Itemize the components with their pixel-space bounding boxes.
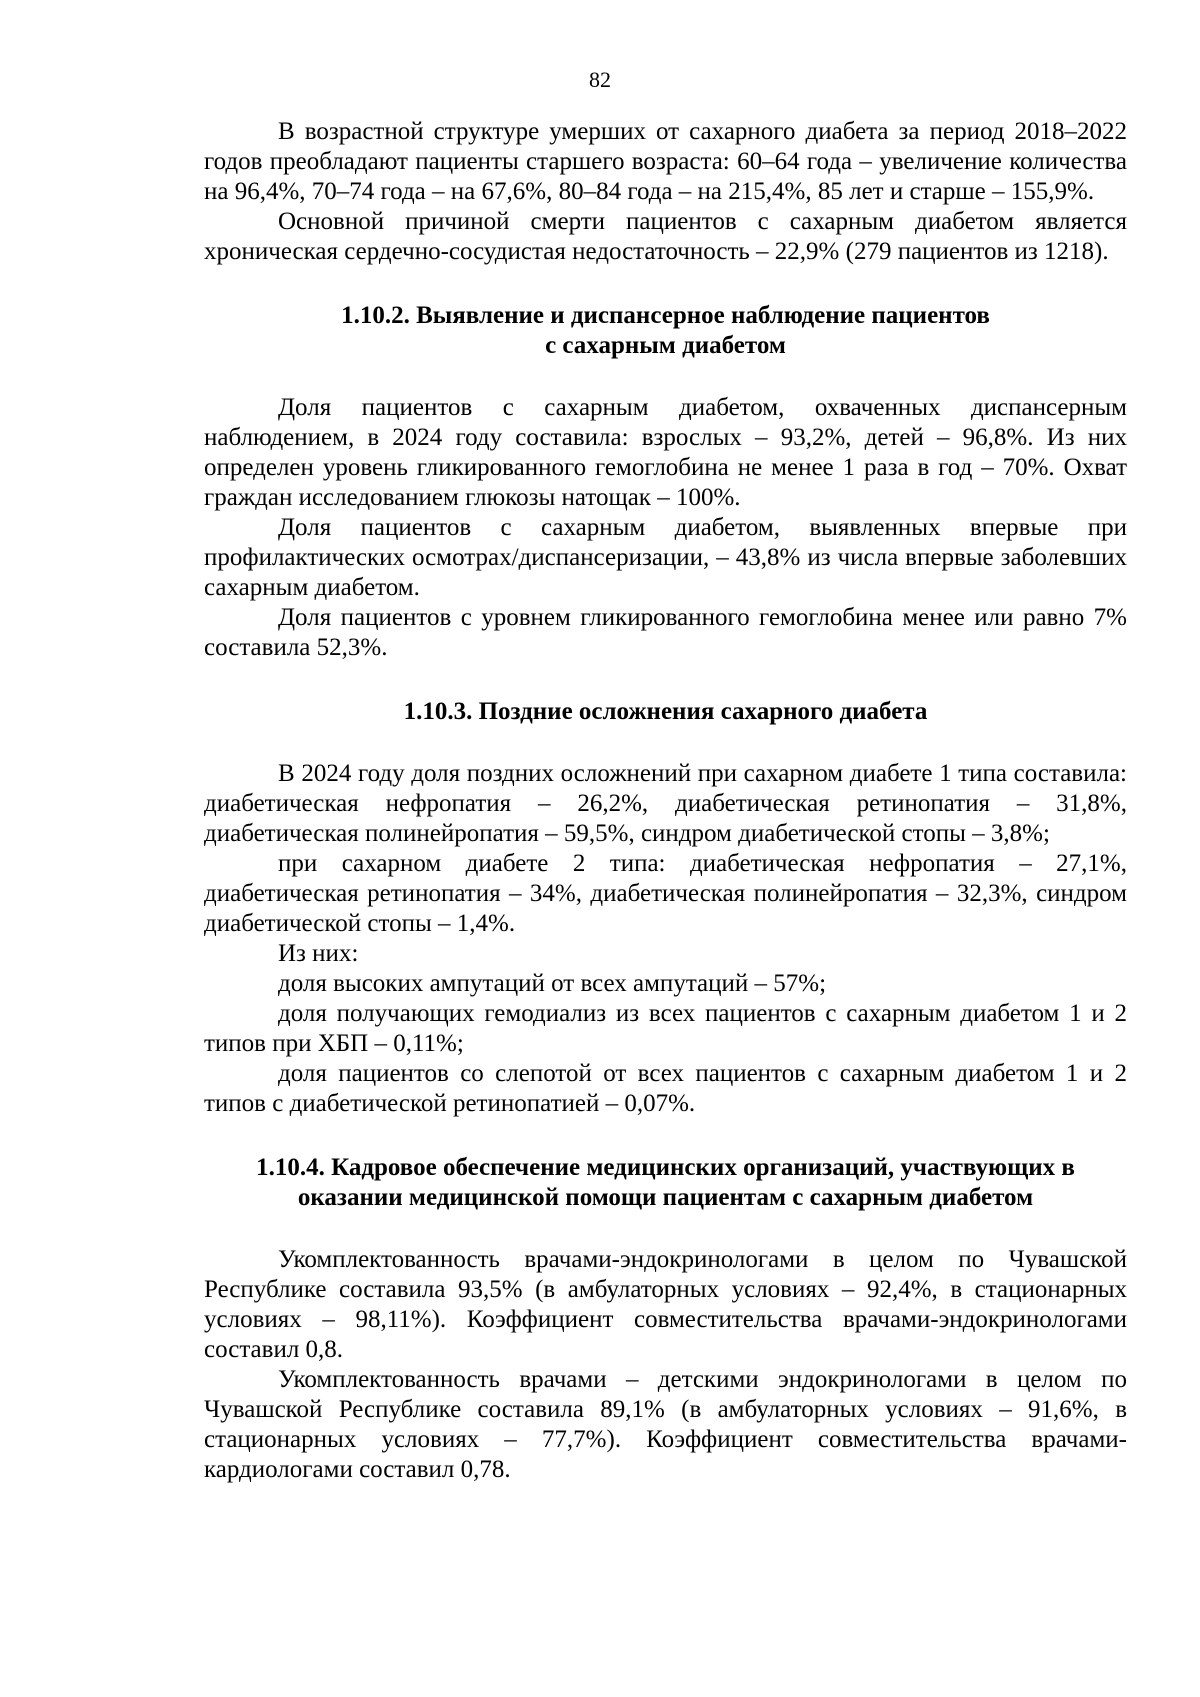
- heading-line: с сахарным диабетом: [545, 332, 786, 359]
- heading-line: 1.10.2. Выявление и диспансерное наблюдение пациентов: [341, 302, 990, 329]
- spacer: [204, 1119, 1127, 1153]
- heading-line: оказании медицинской помощи пациентам с сахарным диабетом: [297, 1184, 1034, 1211]
- intro-paragraph: Основной причиной смерти пациентов с сахарным диабетом является хроническая сердечно-сосудистая недостаточность – 22,9% (279 пациентов из 1218).: [204, 208, 1127, 265]
- section-paragraph: при сахарном диабете 2 типа: диабетическая нефропатия – 27,1%, диабетическая ретинопатия – 34%, диабетическая полинейропатия – 32,3%, синдром диабетической стопы – 1,4%.: [204, 850, 1127, 937]
- section-paragraph: В 2024 году доля поздних осложнений при сахарном диабете 1 типа составила: диабетическая нефропатия – 26,2%, диабетическая ретинопатия – 31,8%, диабетическая полинейропатия – 59,5%, синдром диабетической стопы – 3,8%;: [204, 760, 1127, 847]
- heading-line: 1.10.4. Кадровое обеспечение медицинских организаций, участвующих в: [256, 1154, 1075, 1181]
- spacer: [204, 267, 1127, 301]
- section-paragraph: доля пациентов со слепотой от всех пациентов с сахарным диабетом 1 и 2 типов с диабетической ретинопатией – 0,07%.: [204, 1060, 1127, 1117]
- spacer: [204, 1213, 1127, 1245]
- section-paragraph: доля получающих гемодиализ из всех пациентов с сахарным диабетом 1 и 2 типов при ХБП – 0,11%;: [204, 1000, 1127, 1057]
- section-heading-detection: [204, 301, 1127, 361]
- spacer: [204, 663, 1127, 697]
- heading-line: 1.10.3. Поздние осложнения сахарного диабета: [403, 698, 928, 725]
- page-body: [204, 117, 1127, 1485]
- section-paragraph: Доля пациентов с сахарным диабетом, выявленных впервые при профилактических осмотрах/диспансеризации, – 43,8% из числа впервые заболевших сахарным диабетом.: [204, 514, 1127, 601]
- section-heading-staffing: [204, 1153, 1127, 1213]
- spacer: [204, 727, 1127, 759]
- section-paragraph: Доля пациентов с сахарным диабетом, охваченных диспансерным наблюдением, в 2024 году составила: взрослых – 93,2%, детей – 96,8%. Из них определен уровень гликированного гемоглобина не менее 1 раза в год – 70%. Охват граждан исследованием глюкозы натощак – 100%.: [204, 394, 1127, 511]
- section-paragraph: Укомплектованность врачами-эндокринологами в целом по Чувашской Республике составила 93,5% (в амбулаторных условиях – 92,4%, в стационарных условиях – 98,11%). Коэффициент совместительства врачами-эндокринологами составил 0,8.: [204, 1246, 1127, 1363]
- section-paragraph: доля высоких ампутаций от всех ампутаций – 57%;: [278, 970, 827, 997]
- section-paragraph: Из них:: [278, 940, 359, 967]
- section-heading-complications: [204, 697, 1127, 727]
- intro-paragraph: В возрастной структуре умерших от сахарного диабета за период 2018–2022 годов преобладают пациенты старшего возраста: 60–64 года – увеличение количества на 96,4%, 70–74 года – на 67,6%, 80–84 года – на 215,4%, 85 лет и старше – 155,9%.: [204, 118, 1127, 205]
- section-paragraph: Доля пациентов с уровнем гликированного гемоглобина менее или равно 7% составила 52,3%.: [204, 604, 1127, 661]
- spacer: [204, 361, 1127, 393]
- page-number: 82: [589, 67, 611, 92]
- section-paragraph: Укомплектованность врачами – детскими эндокринологами в целом по Чувашской Республике составила 89,1% (в амбулаторных условиях – 91,6%, в стационарных условиях – 77,7%). Коэффициент совместительства врачами-кардиологами составил 0,78.: [204, 1366, 1127, 1483]
